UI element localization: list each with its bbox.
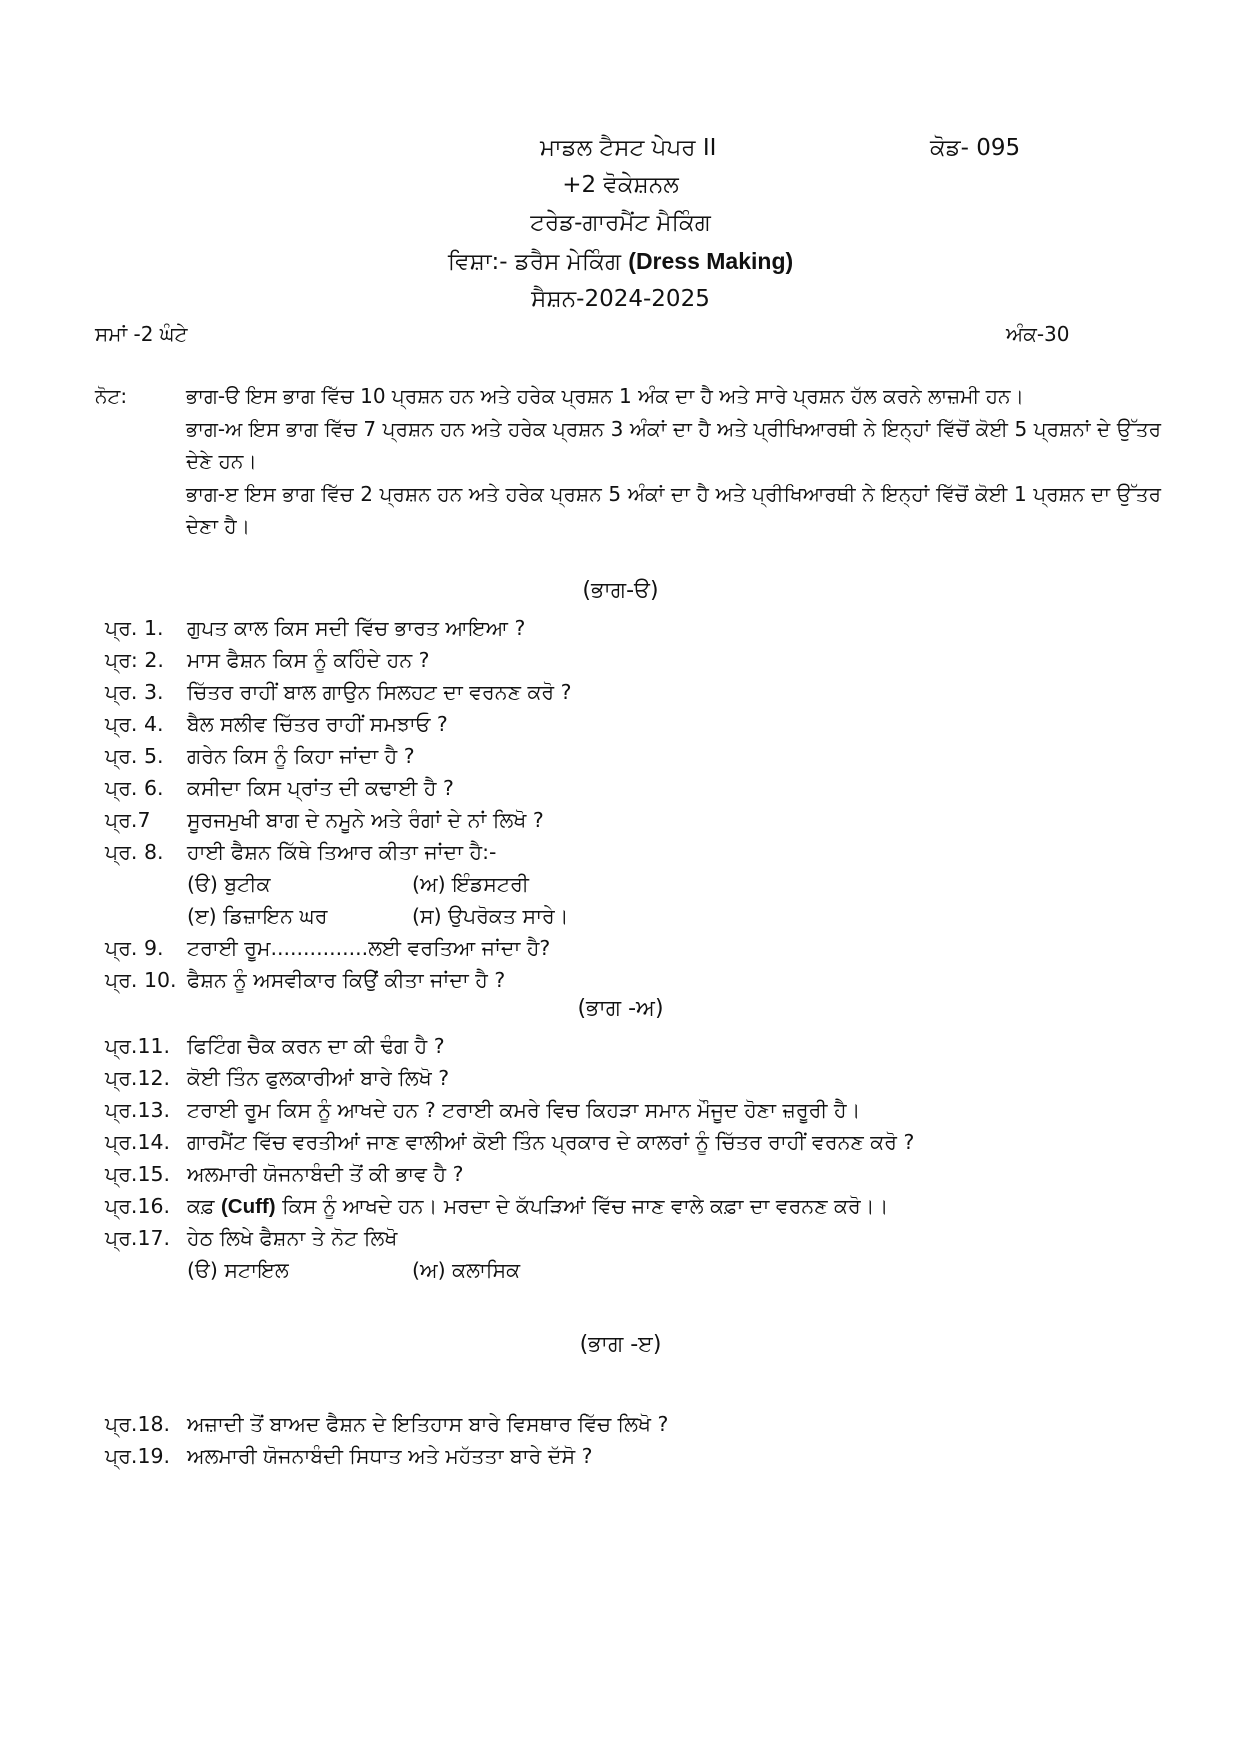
- section-c-heading: (ਭਾਗ -ੲ): [579, 1332, 662, 1357]
- paper-code: ਕੋਡ- 095: [930, 135, 1021, 161]
- time-allowed: ਸਮਾਂ -2 ਘੰਟੇ: [95, 322, 188, 346]
- option-row: [105, 868, 1185, 900]
- question-number: ਪ੍ਰ.15.: [105, 1162, 171, 1186]
- total-marks: ਅੰਕ-30: [1006, 322, 1070, 346]
- subject-label: [0, 248, 1241, 275]
- question-item: [105, 772, 1185, 804]
- question-item: [105, 804, 1185, 836]
- option-text: (ੳ) ਸਟਾਇਲ: [187, 1258, 289, 1282]
- question-item: [105, 676, 1185, 708]
- subject-punjabi: ਵਿਸ਼ਾ:- ਡਰੈਸ ਮੇਕਿੰਗ: [447, 249, 629, 275]
- question-number: ਪ੍ਰ.14.: [105, 1130, 171, 1154]
- note-label: ਨੋਟ:: [95, 384, 128, 408]
- question-number: ਪ੍ਰ. 8.: [105, 840, 164, 864]
- question-number: ਪ੍ਰ.7: [105, 808, 151, 832]
- section-b-heading: (ਭਾਗ -ਅ): [577, 996, 664, 1021]
- question-number: ਪ੍ਰ. 1.: [105, 616, 164, 640]
- section-c-questions: [105, 1408, 1185, 1472]
- note-block: [186, 380, 1161, 543]
- option-text: (ਅ) ਕਲਾਸਿਕ: [412, 1258, 521, 1282]
- session-label: ਸੈਸ਼ਨ-2024-2025: [531, 286, 710, 312]
- question-item: [105, 932, 1185, 964]
- question-number: ਪ੍ਰ.18.: [105, 1412, 171, 1436]
- question-number: ਪ੍ਰ. 5.: [105, 744, 164, 768]
- question-text: ਗੁਪਤ ਕਾਲ ਕਿਸ ਸਦੀ ਵਿੱਚ ਭਾਰਤ ਆਇਆ ?: [187, 616, 526, 640]
- question-text: ਹਾਈ ਫੈਸ਼ਨ ਕਿੱਥੇ ਤਿਆਰ ਕੀਤਾ ਜਾਂਦਾ ਹੈ:-: [187, 840, 497, 864]
- question-text: ਚਿੱਤਰ ਰਾਹੀਂ ਬਾਲ ਗਾਉਨ ਸਿਲਹਟ ਦਾ ਵਰਨਣ ਕਰੋ ?: [187, 680, 572, 704]
- cuff-english-term: (Cuff): [220, 1195, 276, 1218]
- question-text-part: ਕਿਸ ਨੂੰ ਆਖਦੇ ਹਨ। ਮਰਦਾ ਦੇ ਕੱਪੜਿਆਂ ਵਿੱਚ ਜਾਣ ਵਾਲੇ ਕਫ਼ਾ ਦਾ ਵਰਨਣ ਕਰੋ।।: [275, 1194, 889, 1218]
- note-paragraph: ਭਾਗ-ੲ ਇਸ ਭਾਗ ਵਿੱਚ 2 ਪ੍ਰਸ਼ਨ ਹਨ ਅਤੇ ਹਰੇਕ ਪ੍ਰਸ਼ਨ 5 ਅੰਕਾਂ ਦਾ ਹੈ ਅਤੇ ਪ੍ਰੀਖਿਆਰਥੀ ਨੇ ਇਨ੍ਹਾਂ ਵਿੱਚੋਂ ਕੋਈ 1 ਪ੍ਰਸ਼ਨ ਦਾ ਉੱਤਰ ਦੇਣਾ ਹੈ।: [186, 482, 1161, 538]
- trade-label: ਟਰੇਡ-ਗਾਰਮੈਂਟ ਮੈਕਿੰਗ: [530, 210, 711, 236]
- question-number: ਪ੍ਰ.16.: [105, 1194, 171, 1218]
- question-number: ਪ੍ਰ.19.: [105, 1444, 171, 1468]
- option-row: [105, 1254, 1185, 1286]
- question-item: [105, 1408, 1185, 1440]
- question-text: ਫਿਟਿੰਗ ਚੈਕ ਕਰਨ ਦਾ ਕੀ ਢੰਗ ਹੈ ?: [187, 1034, 445, 1058]
- question-text-part: ਕਫ਼: [187, 1194, 221, 1218]
- question-item: [105, 644, 1185, 676]
- question-text: ਮਾਸ ਫੈਸ਼ਨ ਕਿਸ ਨੂੰ ਕਹਿੰਦੇ ਹਨ ?: [187, 648, 430, 672]
- section-b-questions: [105, 1030, 1185, 1286]
- question-text: ਕਸੀਦਾ ਕਿਸ ਪ੍ਰਾਂਤ ਦੀ ਕਢਾਈ ਹੈ ?: [187, 776, 454, 800]
- question-text: ਹੇਠ ਲਿਖੇ ਫੈਸ਼ਨਾ ਤੇ ਨੋਟ ਲਿਖੋ: [187, 1226, 398, 1250]
- paper-title: ਮਾਡਲ ਟੈਸਟ ਪੇਪਰ II: [540, 135, 717, 161]
- question-number: ਪ੍ਰ. 9.: [105, 936, 164, 960]
- section-a-questions: [105, 612, 1185, 996]
- note-paragraph: ਭਾਗ-ਅ ਇਸ ਭਾਗ ਵਿੱਚ 7 ਪ੍ਰਸ਼ਨ ਹਨ ਅਤੇ ਹਰੇਕ ਪ੍ਰਸ਼ਨ 3 ਅੰਕਾਂ ਦਾ ਹੈ ਅਤੇ ਪ੍ਰੀਖਿਆਰਥੀ ਨੇ ਇਨ੍ਹਾਂ ਵਿੱਚੋਂ ਕੋਈ 5 ਪ੍ਰਸ਼ਨਾਂ ਦੇ ਉੱਤਰ ਦੇਣੇ ਹਨ।: [186, 417, 1161, 473]
- question-item: [105, 1440, 1185, 1472]
- question-number: ਪ੍ਰ. 4.: [105, 712, 164, 736]
- question-item: [105, 1030, 1185, 1062]
- question-item: [105, 612, 1185, 644]
- question-number: ਪ੍ਰ.12.: [105, 1066, 171, 1090]
- question-item: [105, 1062, 1185, 1094]
- grade-label: +2 ਵੋਕੇਸ਼ਨਲ: [562, 172, 679, 198]
- question-item: [105, 708, 1185, 740]
- question-item: [105, 740, 1185, 772]
- question-number: ਪ੍ਰ. 10.: [105, 968, 177, 992]
- question-number: ਪ੍ਰ.13.: [105, 1098, 171, 1122]
- question-text: ਸੂਰਜਮੁਖੀ ਬਾਗ ਦੇ ਨਮੂਨੇ ਅਤੇ ਰੰਗਾਂ ਦੇ ਨਾਂ ਲਿਖੋ ?: [187, 808, 544, 832]
- question-text: [187, 1190, 888, 1223]
- question-number: ਪ੍ਰ. 3.: [105, 680, 164, 704]
- section-a-heading: (ਭਾਗ-ੳ): [582, 578, 659, 603]
- note-paragraph: ਭਾਗ-ੳ ਇਸ ਭਾਗ ਵਿੱਚ 10 ਪ੍ਰਸ਼ਨ ਹਨ ਅਤੇ ਹਰੇਕ ਪ੍ਰਸ਼ਨ 1 ਅੰਕ ਦਾ ਹੈ ਅਤੇ ਸਾਰੇ ਪ੍ਰਸ਼ਨ ਹੱਲ ਕਰਨੇ ਲਾਜ਼ਮੀ ਹਨ।: [186, 384, 1025, 408]
- question-text: ਬੈਲ ਸਲੀਵ ਚਿੱਤਰ ਰਾਹੀਂ ਸਮਝਾਓ ?: [187, 712, 448, 736]
- option-text: (ੳ) ਬੁਟੀਕ: [187, 872, 271, 896]
- option-text: (ਸ) ਉਪਰੋਕਤ ਸਾਰੇ।: [412, 904, 569, 928]
- question-number: ਪ੍ਰ: 2.: [105, 648, 164, 672]
- question-number: ਪ੍ਰ. 6.: [105, 776, 164, 800]
- question-item: [105, 1158, 1185, 1190]
- question-item: [105, 1190, 1185, 1222]
- question-item: [105, 1094, 1185, 1126]
- question-text: ਕੋਈ ਤਿੰਨ ਫੁਲਕਾਰੀਆਂ ਬਾਰੇ ਲਿਖੋ ?: [187, 1066, 450, 1090]
- question-text: ਅਜ਼ਾਦੀ ਤੋਂ ਬਾਅਦ ਫੈਸ਼ਨ ਦੇ ਇਤਿਹਾਸ ਬਾਰੇ ਵਿਸਥਾਰ ਵਿੱਚ ਲਿਖੋ ?: [187, 1412, 669, 1436]
- option-row: [105, 900, 1185, 932]
- question-text: ਫੈਸ਼ਨ ਨੂੰ ਅਸਵੀਕਾਰ ਕਿਉਂ ਕੀਤਾ ਜਾਂਦਾ ਹੈ ?: [187, 968, 506, 992]
- question-item: [105, 1126, 1185, 1158]
- question-text: ਅਲਮਾਰੀ ਯੋਜਨਾਬੰਦੀ ਸਿਧਾਤ ਅਤੇ ਮਹੱਤਤਾ ਬਾਰੇ ਦੱਸੋ ?: [187, 1444, 593, 1468]
- question-item: [105, 836, 1185, 868]
- question-text: ਗਰੇਨ ਕਿਸ ਨੂੰ ਕਿਹਾ ਜਾਂਦਾ ਹੈ ?: [187, 744, 415, 768]
- option-text: (ੲ) ਡਿਜ਼ਾਇਨ ਘਰ: [187, 904, 328, 928]
- question-text: ਟਰਾਈ ਰੂਮ ਕਿਸ ਨੂੰ ਆਖਦੇ ਹਨ ? ਟਰਾਈ ਕਮਰੇ ਵਿਚ ਕਿਹੜਾ ਸਮਾਨ ਮੌਜੂਦ ਹੋਣਾ ਜ਼ਰੂਰੀ ਹੈ।: [187, 1098, 861, 1122]
- question-text: ਗਾਰਮੈਂਟ ਵਿੱਚ ਵਰਤੀਆਂ ਜਾਣ ਵਾਲੀਆਂ ਕੋਈ ਤਿੰਨ ਪ੍ਰਕਾਰ ਦੇ ਕਾਲਰਾਂ ਨੂੰ ਚਿੱਤਰ ਰਾਹੀਂ ਵਰਨਣ ਕਰੋ ?: [187, 1130, 915, 1154]
- option-text: (ਅ) ਇੰਡਸਟਰੀ: [412, 872, 529, 896]
- question-text: ਟਰਾਈ ਰੂਮ...............ਲਈ ਵਰਤਿਆ ਜਾਂਦਾ ਹੈ?: [187, 936, 551, 960]
- question-text: ਅਲਮਾਰੀ ਯੋਜਨਾਬੰਦੀ ਤੋਂ ਕੀ ਭਾਵ ਹੈ ?: [187, 1162, 464, 1186]
- question-number: ਪ੍ਰ.17.: [105, 1226, 171, 1250]
- question-item: [105, 1222, 1185, 1254]
- question-number: ਪ੍ਰ.11.: [105, 1034, 171, 1058]
- question-item: [105, 964, 1185, 996]
- subject-english: (Dress Making): [628, 248, 794, 274]
